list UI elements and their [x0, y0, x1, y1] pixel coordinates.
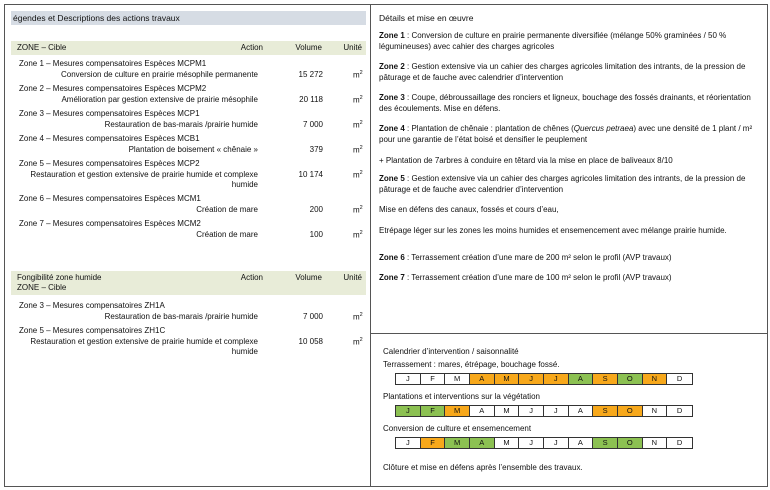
month-cell: M: [445, 374, 470, 384]
zone-label: Zone 7: [379, 273, 405, 282]
unit-cell: $m^2$: [353, 205, 363, 215]
month-cell: O: [618, 406, 643, 416]
volume-cell: 15 272: [298, 70, 323, 79]
detail-paragraph: [379, 174, 761, 195]
calendar-month-row: [395, 437, 693, 449]
paragraph-text: : Gestion extensive via un cahier des charges agricoles limitation des intrants, de la pression de pâturage et de fauche avec calendrier d’intervention: [379, 62, 746, 82]
action-desc: Création de mare: [196, 205, 258, 214]
action-desc: Restauration et gestion extensive de prairie humide et complexe humide: [30, 337, 258, 356]
col-unit: Unité: [343, 43, 362, 52]
month-cell: N: [643, 438, 668, 448]
month-cell: S: [593, 438, 618, 448]
unit-cell: $m^2$: [353, 312, 363, 322]
details-title: Détails et mise en œuvre: [379, 13, 474, 23]
detail-paragraph: [379, 31, 761, 52]
unit-cell: $m^2$: [353, 230, 363, 240]
month-cell: M: [445, 438, 470, 448]
zone-title: Zone 4 – Mesures compensatoires Espèces MCB1: [19, 134, 200, 143]
zone-label: Zone 4: [379, 124, 405, 133]
month-cell: F: [421, 406, 446, 416]
detail-paragraph: [379, 124, 761, 145]
volume-cell: 20 118: [299, 95, 323, 104]
zone-title: Zone 3 – Mesures compensatoires ZH1A: [19, 301, 165, 310]
calendar-month-row: [395, 373, 693, 385]
month-cell: M: [445, 406, 470, 416]
paragraph-text: Mise en défens des canaux, fossés et cours d’eau,: [379, 205, 559, 214]
action-desc: Plantation de boisement « chênaie »: [128, 145, 258, 154]
paragraph-text: : Gestion extensive via un cahier des charges agricoles limitation des intrants, de la pression de pâturage et de fauche avec calendrier d’intervention: [379, 174, 746, 194]
zone-label: Zone 2: [379, 62, 405, 71]
paragraph-text: : Coupe, débroussaillage des ronciers et ligneux, bouchage des fossés drainants, et réorientation des écoulements. Mise en défens.: [379, 93, 751, 113]
paragraph-text: : Terrassement création d’une mare de 100 m² selon le profil (AVP travaux): [404, 273, 672, 282]
volume-cell: 100: [309, 230, 323, 239]
paragraph-text: Etrépage léger sur les zones les moins humides et ensemencement avec mélange prairie humide.: [379, 226, 727, 235]
month-cell: A: [569, 406, 594, 416]
unit-cell: $m^2$: [353, 170, 363, 180]
month-cell: J: [396, 438, 421, 448]
action-desc: Amélioration par gestion extensive de prairie mésophile: [61, 95, 258, 104]
month-cell: O: [618, 374, 643, 384]
unit-cell: $m^2$: [353, 70, 363, 80]
detail-paragraph: [379, 226, 761, 237]
detail-paragraph: [379, 156, 761, 167]
paragraph-text: : Terrassement création d’une mare de 200 m² selon le profil (AVP travaux): [404, 253, 672, 262]
month-cell: M: [495, 406, 520, 416]
col-action: Action: [240, 273, 263, 282]
month-cell: S: [593, 374, 618, 384]
month-cell: O: [618, 438, 643, 448]
zone-title: Zone 7 – Mesures compensatoires Espèces MCM2: [19, 219, 201, 228]
month-cell: D: [667, 406, 692, 416]
month-cell: F: [421, 374, 446, 384]
col-unit: Unité: [343, 273, 362, 282]
volume-cell: 10 174: [298, 170, 323, 179]
detail-paragraph: [379, 62, 761, 83]
month-cell: A: [470, 438, 495, 448]
calendar-footer: Clôture et mise en défens après l’ensemble des travaux.: [383, 463, 583, 472]
unit-cell: $m^2$: [353, 95, 363, 105]
detail-paragraph: [379, 253, 761, 264]
calendar-title: Calendrier d’intervention / saisonnalité: [383, 347, 519, 356]
volume-cell: 10 058: [298, 337, 323, 346]
detail-paragraph: [379, 93, 761, 114]
action-desc: Conversion de culture en prairie mésophile permanente: [61, 70, 258, 79]
paragraph-text: : Conversion de culture en prairie permanente diversifiée (mélange 50% graminées / 50 % légumineuses) avec cahier des charges agricoles: [379, 31, 727, 51]
month-cell: N: [643, 374, 668, 384]
month-cell: J: [519, 438, 544, 448]
month-cell: J: [396, 374, 421, 384]
action-desc: Restauration et gestion extensive de prairie humide et complexe humide: [30, 170, 258, 189]
zone-label: Zone 3: [379, 93, 405, 102]
month-cell: J: [544, 406, 569, 416]
calendar-row-label: Plantations et interventions sur la végétation: [383, 392, 540, 401]
month-cell: J: [544, 374, 569, 384]
divider: [371, 333, 767, 334]
month-cell: N: [643, 406, 668, 416]
volume-cell: 7 000: [302, 120, 323, 129]
right-panel: [371, 5, 767, 486]
zone-label: Zone 6: [379, 253, 405, 262]
month-cell: A: [569, 374, 594, 384]
table1-header: [11, 41, 366, 55]
volume-cell: 200: [309, 205, 323, 214]
zone-title: Zone 5 – Mesures compensatoires ZH1C: [19, 326, 166, 335]
month-cell: A: [569, 438, 594, 448]
col-zone: ZONE – Cible: [17, 43, 67, 52]
col-fongibilite: Fongibilité zone humide: [17, 273, 102, 282]
zone-title: Zone 3 – Mesures compensatoires Espèces MCP1: [19, 109, 200, 118]
zone-title: Zone 6 – Mesures compensatoires Espèces MCM1: [19, 194, 201, 203]
zone-title: Zone 5 – Mesures compensatoires Espèces MCP2: [19, 159, 200, 168]
month-cell: M: [495, 374, 520, 384]
month-cell: D: [667, 374, 692, 384]
month-cell: J: [519, 406, 544, 416]
zone-title: Zone 2 – Mesures compensatoires Espèces MCPM2: [19, 84, 207, 93]
document-frame: [4, 4, 768, 487]
unit-cell: $m^2$: [353, 337, 363, 347]
legend-header: égendes et Descriptions des actions travaux: [11, 11, 366, 25]
col-action: Action: [240, 43, 263, 52]
col-zone: ZONE – Cible: [17, 283, 67, 292]
col-volume: Volume: [295, 43, 322, 52]
calendar-row-label: Terrassement : mares, étrépage, bouchage fossé.: [383, 360, 560, 369]
month-cell: D: [667, 438, 692, 448]
calendar-row-label: Conversion de culture et ensemencement: [383, 424, 532, 433]
month-cell: F: [421, 438, 446, 448]
zone-title: Zone 1 – Mesures compensatoires Espèces MCPM1: [19, 59, 207, 68]
month-cell: M: [495, 438, 520, 448]
action-desc: Création de mare: [196, 230, 258, 239]
action-desc: Restauration de bas-marais /prairie humide: [104, 120, 258, 129]
left-panel: [5, 5, 371, 486]
paragraph-text: + Plantation de 7arbres à conduire en têtard via la mise en place de baliveaux 8/10: [379, 156, 673, 165]
zone-label: Zone 5: [379, 174, 405, 183]
detail-paragraph: [379, 205, 761, 216]
month-cell: J: [396, 406, 421, 416]
volume-cell: 7 000: [302, 312, 323, 321]
calendar-month-row: [395, 405, 693, 417]
unit-cell: $m^2$: [353, 145, 363, 155]
unit-cell: $m^2$: [353, 120, 363, 130]
action-desc: Restauration de bas-marais /prairie humide: [104, 312, 258, 321]
zone-label: Zone 1: [379, 31, 405, 40]
volume-cell: 379: [309, 145, 323, 154]
table2-header: [11, 271, 366, 295]
month-cell: A: [470, 374, 495, 384]
month-cell: S: [593, 406, 618, 416]
month-cell: A: [470, 406, 495, 416]
month-cell: J: [519, 374, 544, 384]
detail-paragraph: [379, 273, 761, 284]
month-cell: J: [544, 438, 569, 448]
paragraph-text: : Plantation de chênaie : plantation de chênes (Quercus petraea) avec une densité de 1 plant / m² pour une garantie de l’état boisé et densifier le peuplement: [379, 124, 753, 144]
col-volume: Volume: [295, 273, 322, 282]
